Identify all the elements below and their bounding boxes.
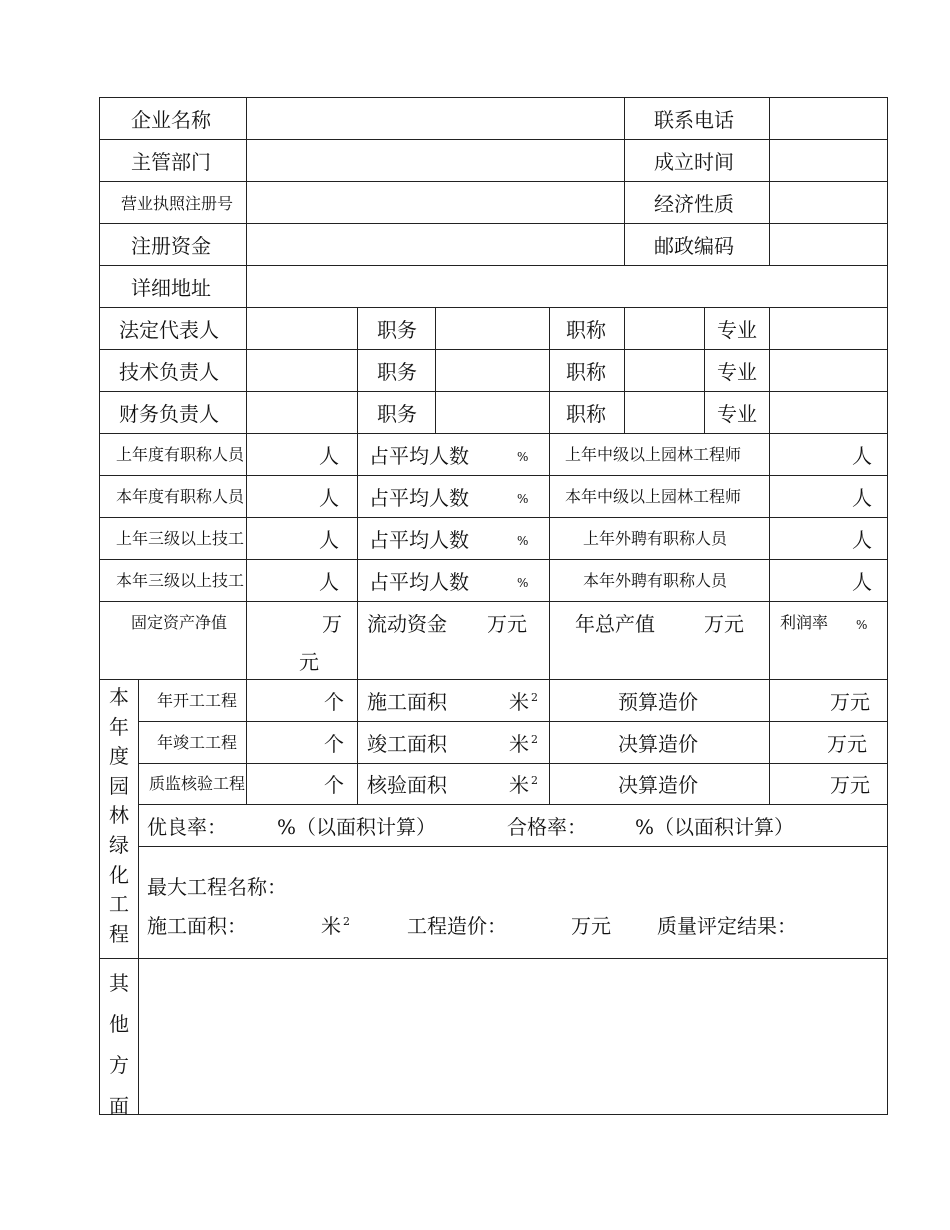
- finance-lead-label: 财务负责人: [119, 402, 219, 426]
- wan-label: 万: [322, 612, 342, 636]
- area-unit: 米 $^2$: [509, 773, 538, 797]
- address-label: 详细地址: [131, 276, 211, 300]
- ratio-label: 占平均人数: [369, 528, 469, 552]
- profit-pct: %: [856, 618, 868, 632]
- profit-rate-label: 利润率: [780, 613, 829, 632]
- excellent-rate-label: 优良率：: [147, 815, 227, 839]
- position-label: 职务: [377, 402, 417, 426]
- project-row-label: 质监核验工程: [149, 774, 246, 793]
- total-output-label: 年总产值: [575, 612, 655, 636]
- license-no-label: 营业执照注册号: [121, 194, 234, 213]
- position-label: 职务: [377, 318, 417, 342]
- area-label: 施工面积: [367, 690, 447, 714]
- unit-label: 个: [324, 690, 344, 714]
- yuan-label: 元: [299, 650, 319, 674]
- area-unit: 米 $^2$: [509, 690, 538, 714]
- title-label: 职称: [566, 402, 606, 426]
- current-funds-unit: 万元: [487, 612, 527, 636]
- position-label: 职务: [377, 360, 417, 384]
- title-label: 职称: [566, 360, 606, 384]
- percent-label: %: [517, 576, 529, 590]
- cost-unit: 万元: [830, 773, 870, 797]
- unit-label: 人: [852, 570, 872, 594]
- registration-form: [99, 97, 888, 1118]
- tech-lead-label: 技术负责人: [119, 360, 219, 384]
- cost-unit: 万元: [830, 690, 870, 714]
- authority-label: 主管部门: [131, 150, 211, 174]
- fixed-assets-label: 固定资产净值: [131, 613, 228, 632]
- projects-side-label: 本 年 度 园 林 绿 化 工 程: [109, 685, 129, 946]
- pass-rate-label: 合格率：: [507, 815, 587, 839]
- construction-area-label: 施工面积：: [147, 914, 247, 938]
- project-cost-unit: 万元: [571, 914, 611, 938]
- construction-area-unit: 米 $^2$: [321, 914, 350, 938]
- unit-label: 人: [852, 444, 872, 468]
- ratio-label: 占平均人数: [369, 570, 469, 594]
- unit-label: 人: [319, 486, 339, 510]
- staff-label-2: 上年外聘有职称人员: [583, 529, 728, 548]
- staff-label: 本年三级以上技工: [116, 571, 245, 590]
- major-label: 专业: [717, 360, 757, 384]
- staff-label-2: 本年中级以上园林工程师: [565, 487, 742, 506]
- area-unit: 米 $^2$: [509, 732, 538, 756]
- project-row-label: 年开工工程: [157, 691, 238, 710]
- percent-label: %: [517, 450, 529, 464]
- unit-label: 个: [324, 773, 344, 797]
- staff-label: 本年度有职称人员: [116, 487, 245, 506]
- unit-label: 人: [852, 528, 872, 552]
- registered-capital-label: 注册资金: [131, 234, 211, 258]
- unit-label: 人: [319, 528, 339, 552]
- title-label: 职称: [566, 318, 606, 342]
- major-label: 专业: [717, 318, 757, 342]
- established-label: 成立时间: [654, 150, 734, 174]
- project-cost-label: 工程造价：: [407, 914, 507, 938]
- excellent-rate-note: %（以面积计算）: [277, 815, 437, 839]
- percent-label: %: [517, 534, 529, 548]
- staff-label-2: 本年外聘有职称人员: [583, 571, 728, 590]
- largest-project-label: 最大工程名称：: [147, 875, 287, 899]
- total-output-unit: 万元: [704, 612, 744, 636]
- major-label: 专业: [717, 402, 757, 426]
- project-row-label: 年竣工工程: [157, 733, 238, 752]
- other-side-label: 其 他 方 面: [109, 971, 129, 1118]
- company-name-label: 企业名称: [131, 108, 211, 132]
- cost-label: 预算造价: [618, 690, 698, 714]
- area-label: 核验面积: [367, 773, 447, 797]
- postal-code-label: 邮政编码: [654, 234, 734, 258]
- cost-label: 决算造价: [618, 773, 698, 797]
- legal-rep-label: 法定代表人: [119, 318, 219, 342]
- ratio-label: 占平均人数: [369, 444, 469, 468]
- unit-label: 个: [324, 732, 344, 756]
- unit-label: 人: [852, 486, 872, 510]
- ratio-label: 占平均人数: [369, 486, 469, 510]
- area-label: 竣工面积: [367, 732, 447, 756]
- staff-label: 上年三级以上技工: [116, 529, 245, 548]
- staff-label: 上年度有职称人员: [116, 445, 245, 464]
- phone-label: 联系电话: [654, 108, 734, 132]
- economic-nature-label: 经济性质: [654, 192, 734, 216]
- cost-unit: 万元: [827, 732, 867, 756]
- current-funds-label: 流动资金: [367, 612, 447, 636]
- unit-label: 人: [319, 444, 339, 468]
- percent-label: %: [517, 492, 529, 506]
- unit-label: 人: [319, 570, 339, 594]
- pass-rate-note: %（以面积计算）: [635, 815, 795, 839]
- staff-label-2: 上年中级以上园林工程师: [565, 445, 742, 464]
- cost-label: 决算造价: [618, 732, 698, 756]
- quality-result-label: 质量评定结果：: [657, 914, 797, 938]
